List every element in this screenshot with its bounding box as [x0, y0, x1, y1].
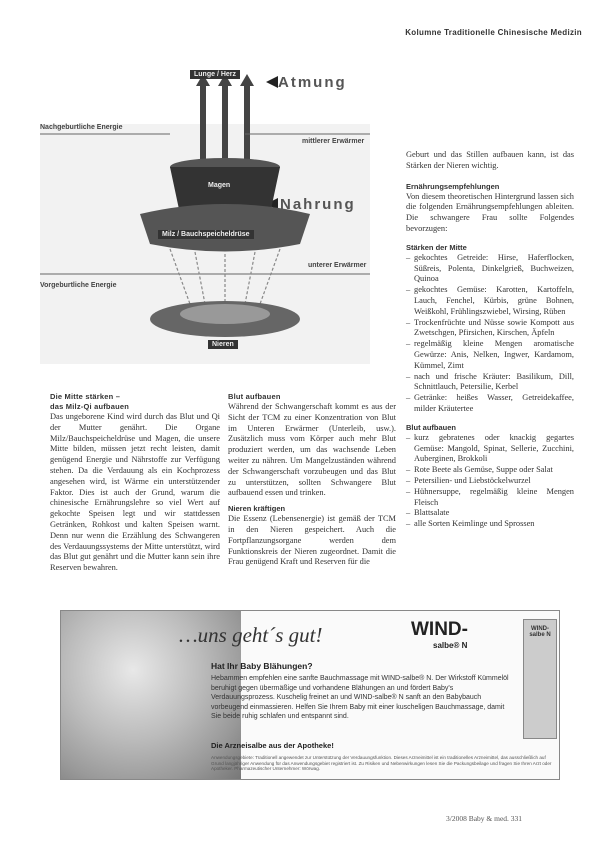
energy-diagram-graphic — [40, 64, 400, 384]
col3-heading: Ernährungsempfehlungen — [406, 181, 500, 191]
column-header: Kolumne Traditionelle Chinesische Medizin — [405, 28, 582, 37]
fire-core — [180, 304, 270, 324]
list-item: – kurz gebratenes oder knackig gegartes Gemüse: Mangold, Spinat, Sellerie, Zucchini, Auberginen, Brokkoli — [406, 433, 574, 465]
col3-sub-2: Blut aufbauen — [406, 422, 456, 432]
col1-heading-2: das Milz-Qi aufbauen — [50, 402, 130, 411]
list-item: – Rote Beete als Gemüse, Suppe oder Salat — [406, 465, 574, 476]
list-item: – Petersilien- und Liebstöckelwurzel — [406, 476, 574, 487]
lunge-herz-label: Lunge / Herz — [190, 70, 240, 79]
list-staerken — [406, 253, 574, 415]
col2-text-2: Die Essenz (Lebensenergie) ist gemäß der TCM in den Nieren gespeichert. Auch die Fortpflanzungsorgane werden dem Funktionskreis der Nieren zugeordnet. Damit die Frau genügend Kraft und Reserven für die — [228, 514, 396, 567]
list-item: – regelmäßig kleine Mengen aromatische Gewürze: Anis, Nelken, Ingwer, Kardamom, Kümmel, Zimt — [406, 339, 574, 371]
list-item: – gekochtes Getreide: Hirse, Haferflocken, Süßreis, Polenta, Dinkelgrieß, Buchweizen, Quinoa — [406, 253, 574, 285]
nachgeburtlich-label: Nachgeburtliche Energie — [40, 124, 123, 131]
ad-fineprint: Anwendungsgebiete: Traditionell angewendet zur Unterstützung der Verdauungsfunktion. Dieses Arzneimittel ist ein traditionelles Arzneimittel, das ausschließlich auf Grund langjähriger Anwendung für das Anwendungsgebiet registriert ist. Zu Risiken und Nebenwirkungen lesen Sie die Packungsbeilage und fragen Sie Ihren Arzt oder Apotheker. Pharmazeutischer Unternehmer: Wörwag. — [211, 755, 552, 772]
list-item: – Hühnersuppe, regelmäßig kleine Mengen Fleisch — [406, 487, 574, 509]
col1-heading-1: Die Mitte stärken – — [50, 392, 121, 401]
col3-sub-1: Stärken der Mitte — [406, 242, 467, 252]
col2-heading-1: Blut aufbauen — [228, 392, 281, 401]
page-footer: 3/2008 Baby & med. 331 — [446, 814, 523, 823]
ad-question: Hat Ihr Baby Blähungen? — [211, 661, 313, 671]
atmung-label: Atmung — [278, 74, 347, 91]
vorgeburtlich-label: Vorgeburtliche Energie — [40, 282, 117, 289]
atmung-arrow — [266, 76, 278, 88]
col1-text: Das ungeborene Kind wird durch das Blut und Qi der Mutter genährt. Die Organe Milz/Bauchspeicheldrüse und Magen, die unsere Mitte bilden, müssen jetzt recht leisten, damit genügend Energie und Nährstoffe zur Verfügung stehen. Da die Verdauung als ein Kochprozess angesehen wird, ist Wärme ein unterstützender Faktor. Dies ist auch der Grund, warum die chinesische Ernährungslehre so viel Wert auf gekochte Speisen legt und wir stattdessen Getränken, Rohkost und kalten Speisen warnt. Denn nur wenn die Erzählung des Schwangeren des Verdauungssystems der Mitte unterstützt, wird das Blut gut genährt und die Mutter kann sein ihre Reserven bewahren. — [50, 412, 220, 573]
list-item: – Blattsalate — [406, 508, 574, 519]
list-item: – gekochtes Gemüse: Karotten, Kartoffeln, Lauch, Fenchel, Kürbis, grüne Bohnen, Weißkohl, Frühlingszwiebel, Wirsing, Rüben — [406, 285, 574, 317]
advertisement — [60, 610, 560, 780]
magen-label: Magen — [208, 182, 231, 189]
ad-brand: WIND- — [411, 619, 468, 640]
milz-label: Milz / Bauchspeicheldrüse — [158, 230, 254, 239]
list-item: – Getränke: heißes Wasser, Getreidekaffee, milder Kräutertee — [406, 393, 574, 415]
list-item: – Trockenfrüchte und Nüsse sowie Kompott aus Zwetschgen, Pfirsichen, Kirschen, Äpfeln — [406, 318, 574, 340]
mittlerer-label: mittlerer Erwärmer — [302, 138, 365, 145]
ad-cta: Die Arzneisalbe aus der Apotheke! — [211, 741, 334, 750]
upward-arrows — [196, 74, 254, 164]
product-package — [523, 619, 557, 739]
unterer-label: unterer Erwärmer — [308, 262, 367, 269]
column-2 — [228, 392, 396, 568]
ad-slogan: …uns geht´s gut! — [179, 623, 323, 647]
ad-brand-sub: salbe® N — [433, 641, 468, 650]
package-label: WIND-salbe N — [529, 626, 551, 638]
list-item: – nach und frische Kräuter: Basilikum, Dill, Schnittlauch, Petersilie, Kerbel — [406, 372, 574, 394]
energy-diagram — [40, 64, 400, 384]
list-item: – alle Sorten Keimlinge und Sprossen — [406, 519, 574, 530]
col2-heading-2: Nieren kräftigen — [228, 504, 286, 514]
column-1 — [50, 392, 220, 574]
ad-body: Hebammen empfehlen eine sanfte Bauchmassage mit WIND-salbe® N. Der Wirkstoff Kümmelöl beruhigt gegen übermäßige und vorhandene Blähungen an und fördert Baby's Verdauungsprozess. Kuschelig freinet an und WIND-salbe® N sanft an den Babybauch vorbeugend einmassieren. Helfen Sie Ihrem Baby mit einer kuscheligen Bauchmassage, damit Sie beide ruhig schlafen und entspannt sind. — [211, 675, 509, 721]
col2-text-1: Während der Schwangerschaft kommt es aus der Sicht der TCM zu einer Konzentration von Blut im Unteren Erwärmer (Unterleib, usw.). Zusätzlich muss vom Körper auch mehr Blut produziert werden, um das wachsende Leben weiter zu nähren. Um Mangelzuständen während der Schwangerschaft vorzubeugen und das Blut zu unterstützen, sollten Schwangere Blut aufbauend essen und trinken. — [228, 402, 396, 498]
list-blut — [406, 433, 574, 530]
nieren-label: Nieren — [208, 340, 238, 349]
col3-text: Von diesem theoretischen Hintergrund lassen sich die folgenden Ernährungsempfehlungen ableiten. Die schwangere Frau sollte Folgendes bevorzugen: — [406, 191, 574, 233]
col3-intro: Geburt und das Stillen aufbauen kann, ist das Stärken der Nieren wichtig. — [406, 150, 574, 170]
nahrung-label: Nahrung — [280, 196, 356, 213]
column-3 — [406, 150, 574, 530]
